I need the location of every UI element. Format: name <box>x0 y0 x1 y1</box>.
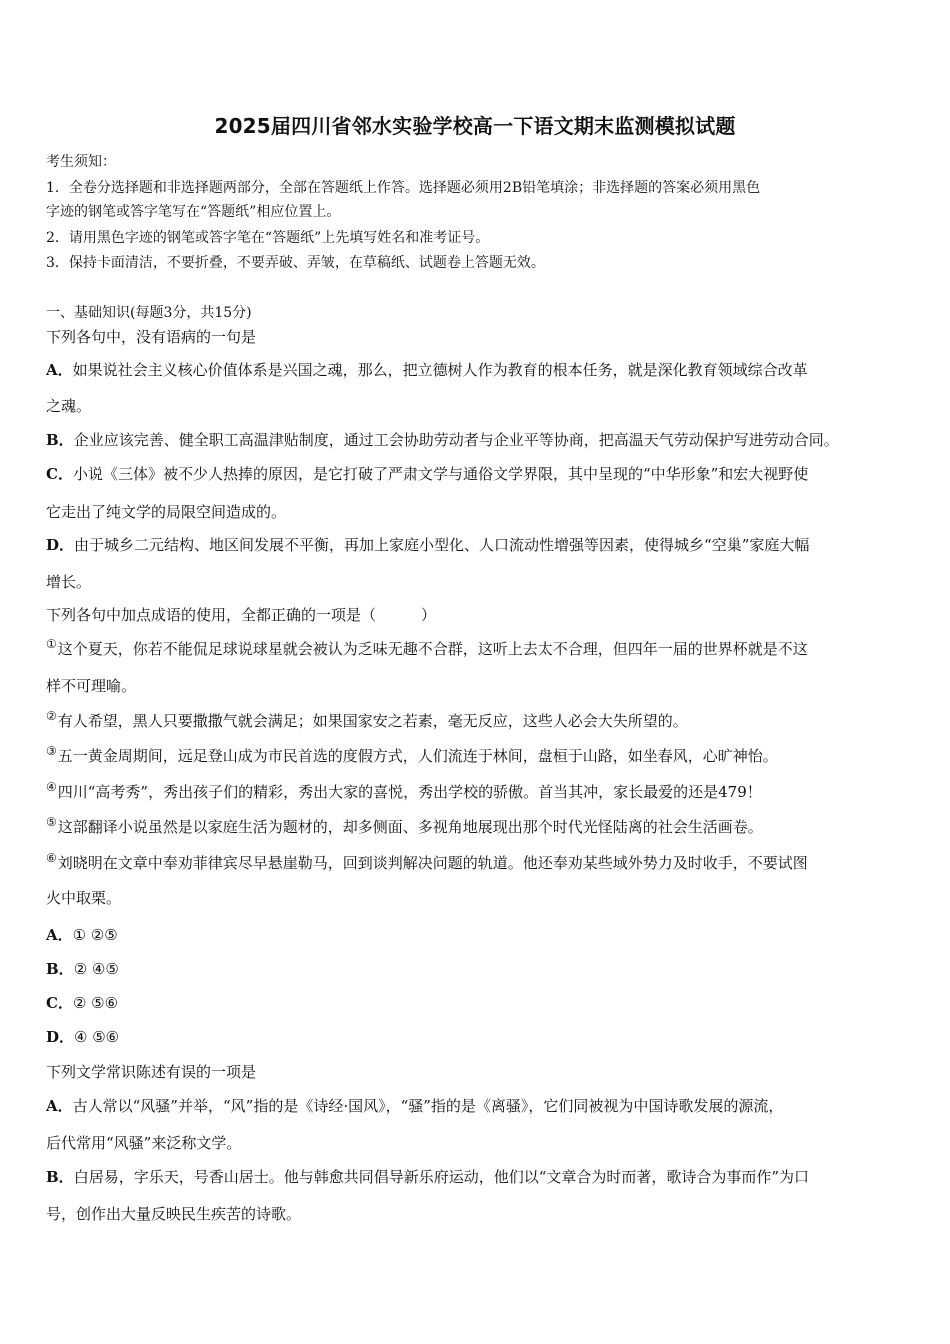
sentence-text: 五一黄金周期间，远足登山成为市民首选的度假方式，人们流连于林间，盘桓于山路，如坐春风，心旷神怡。 <box>57 747 778 765</box>
circled-number: ① <box>46 639 57 651</box>
option-text: 白居易，字乐天，号香山居士。他与韩愈共同倡导新乐府运动，他们以“文章合为时而著，歌诗合为事而作”为口 <box>73 1168 810 1186</box>
q2-sentence-6 <box>46 853 926 874</box>
option-label: C． <box>46 994 73 1012</box>
q2-sentence-3 <box>46 746 926 767</box>
q2-sentence-5 <box>46 817 926 838</box>
option-text: ① ②⑤ <box>72 926 118 944</box>
q2-option-a <box>46 925 926 945</box>
option-label: A． <box>46 926 73 944</box>
q2-stem: 下列各句中加点成语的使用，全都正确的一项是（ ） <box>46 606 437 624</box>
q1-option-a-cont: 之魂。 <box>46 397 92 415</box>
notice-item-1: 1．全卷分选择题和非选择题两部分，全部在答题纸上作答。选择题必须用2B铅笔填涂；非选择题的答案必须用黑色 <box>46 180 761 196</box>
option-label: B． <box>46 431 74 449</box>
q2-option-b <box>46 959 926 979</box>
option-text: ② ④⑤ <box>73 960 119 978</box>
sentence-text: 这部翻译小说虽然是以家庭生活为题材的，却多侧面、多视角地展现出那个时代光怪陆离的社会生活画卷。 <box>57 818 763 836</box>
sentence-text: 四川“高考秀”，秀出孩子们的精彩，秀出大家的喜悦，秀出学校的骄傲。首当其冲，家长最爱的还是479！ <box>57 783 762 801</box>
option-text: 企业应该完善、健全职工高温津贴制度，通过工会协助劳动者与企业平等协商，把高温天气劳动保护写进劳动合同。 <box>73 431 839 449</box>
q2-sentence-4 <box>46 782 926 803</box>
q3-option-b <box>46 1167 926 1187</box>
q1-option-d <box>46 535 926 555</box>
q3-option-a-cont: 后代常用“风骚”来泛称文学。 <box>46 1134 242 1152</box>
q1-option-a <box>46 360 926 380</box>
option-text: 小说《三体》被不少人热捧的原因，是它打破了严肃文学与通俗文学界限，其中呈现的“中华形象”和宏大视野使 <box>72 465 809 483</box>
option-label: B． <box>46 960 74 978</box>
notice-item-2: 2．请用黑色字迹的钢笔或答字笔在“答题纸”上先填写姓名和准考证号。 <box>46 230 490 246</box>
circled-number: ② <box>46 711 57 723</box>
option-label: D． <box>46 536 75 554</box>
notice-item-1-cont: 字迹的钢笔或答字笔写在“答题纸”相应位置上。 <box>46 204 341 220</box>
notice-heading: 考生须知： <box>46 154 116 170</box>
q2-option-c <box>46 993 926 1013</box>
option-label: D． <box>46 1028 75 1046</box>
sentence-text: 这个夏天，你若不能侃足球说球星就会被认为乏味无趣不合群，这听上去太不合理，但四年一届的世界杯就是不这 <box>57 640 808 658</box>
section-heading: 一、基础知识(每题3分，共15分) <box>46 305 252 321</box>
q1-option-c <box>46 464 926 484</box>
q2-sentence-1 <box>46 639 926 660</box>
sentence-text: 有人希望，黑人只要撒撒气就会满足；如果国家安之若素，毫无反应，这些人必会大失所望的。 <box>57 712 688 730</box>
circled-number: ③ <box>46 746 57 758</box>
q1-option-d-cont: 增长。 <box>46 573 92 591</box>
q2-sentence-6-cont: 火中取栗。 <box>46 889 122 907</box>
option-text: 由于城乡二元结构、地区间发展不平衡，再加上家庭小型化、人口流动性增强等因素，使得城乡“空巢”家庭大幅 <box>74 536 810 554</box>
q3-stem: 下列文学常识陈述有误的一项是 <box>46 1063 257 1081</box>
option-text: 如果说社会主义核心价值体系是兴国之魂，那么，把立德树人作为教育的根本任务，就是深化教育领域综合改革 <box>72 361 808 379</box>
q3-option-b-cont: 号，创作出大量反映民生疾苦的诗歌。 <box>46 1205 302 1223</box>
notice-item-3: 3．保持卡面清洁，不要折叠，不要弄破、弄皱，在草稿纸、试题卷上答题无效。 <box>46 255 545 271</box>
q1-option-c-cont: 它走出了纯文学的局限空间造成的。 <box>46 503 287 521</box>
option-text: ④ ⑤⑥ <box>74 1028 120 1046</box>
q2-option-d <box>46 1027 926 1047</box>
option-label: A． <box>46 361 73 379</box>
q2-sentence-2 <box>46 711 926 732</box>
q2-sentence-1-cont: 样不可理喻。 <box>46 677 137 695</box>
circled-number: ④ <box>46 782 57 794</box>
sentence-text: 刘晓明在文章中奉劝菲律宾尽早悬崖勒马，回到谈判解决问题的轨道。他还奉劝某些域外势力及时收手，不要试图 <box>57 854 808 872</box>
q3-option-a <box>46 1096 926 1116</box>
exam-title: 2025届四川省邻水实验学校高一下语文期末监测模拟试题 <box>214 114 736 138</box>
q1-option-b <box>46 430 926 450</box>
option-text: ② ⑤⑥ <box>72 994 119 1012</box>
option-label: A． <box>46 1097 73 1115</box>
circled-number: ⑥ <box>46 853 57 865</box>
option-label: C． <box>46 465 73 483</box>
option-label: B． <box>46 1168 74 1186</box>
option-text: 古人常以“风骚”并举，“风”指的是《诗经·国风》，“骚”指的是《离骚》，它们同被视为中国诗歌发展的源流， <box>72 1097 784 1115</box>
circled-number: ⑤ <box>46 817 57 829</box>
q1-stem: 下列各句中，没有语病的一句是 <box>46 328 257 346</box>
